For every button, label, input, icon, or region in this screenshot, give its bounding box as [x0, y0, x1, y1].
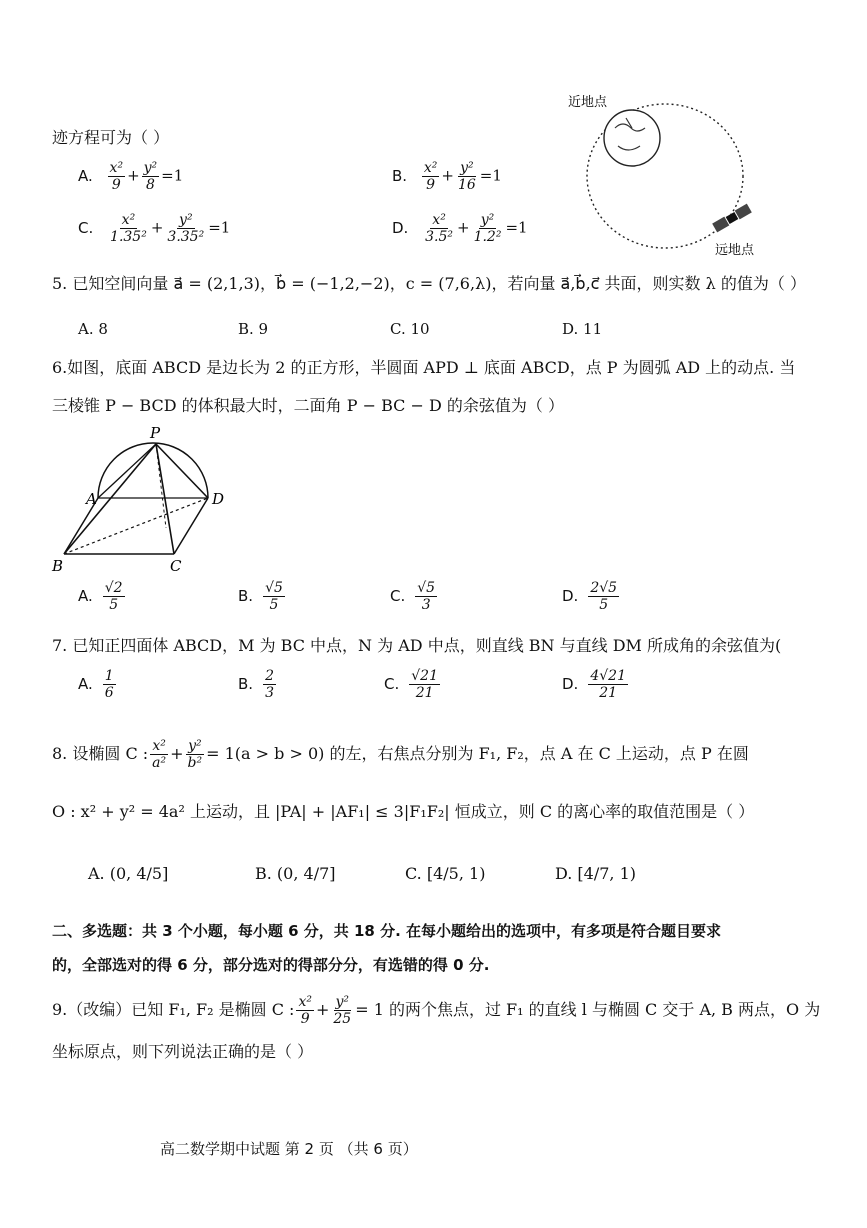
- q5-option-c: C. 10: [390, 320, 430, 338]
- q6-option-b: B. $\frac{√5}{5}$: [238, 580, 283, 614]
- svg-text:A: A: [86, 490, 97, 508]
- q8-option-a: A. (0, 4/5]: [88, 864, 169, 883]
- perigee-label: 近地点: [568, 95, 608, 110]
- page-footer: 高二数学期中试题 第 2 页 （共 6 页）: [160, 1140, 418, 1158]
- section2-line2: 的，全部选对的得 6 分，部分选对的得部分分，有选错的得 0 分.: [52, 956, 490, 974]
- satellite-icon: [712, 204, 752, 233]
- option-d: D. $\frac{\text{x²}}{\text{3.5²}}$ + $\frac{\text{y²}}{\text{1.2²}}$ =1: [392, 212, 528, 246]
- option-c: C. $\frac{\text{x²}}{\text{1.35²}}$ + $\frac{\text{y²}}{\text{3.35²}}$ =1: [78, 212, 231, 246]
- q6-stem-line1: 6.如图，底面 ABCD 是边长为 2 的正方形，半圆面 APD ⊥ 底面 ABCD，点 P 为圆弧 AD 上的动点. 当: [52, 358, 796, 377]
- q6-stem-line2: 三棱锥 P − BCD 的体积最大时，二面角 P − BC − D 的余弦值为（ ）: [52, 396, 564, 415]
- svg-text:D: D: [212, 490, 225, 508]
- q9-stem-line2: 坐标原点，则下列说法正确的是（ ）: [52, 1042, 314, 1061]
- q5-option-b: B. 9: [238, 320, 269, 338]
- apogee-label: 远地点: [715, 243, 755, 258]
- q6-option-a: A. $\frac{√2}{5}$: [78, 580, 123, 614]
- q6-option-d: D. $\frac{2√5}{5}$: [562, 580, 618, 614]
- q8-stem-line1: 8. 设椭圆 C : $\frac{\text{x²}}{\text{a²}}$ + $\frac{\text{y²}}{\text{b²}}$ = 1(a > b > 0) 的左，右焦点分别为 F₁, F₂，点 A 在 C 上运动，点 P 在圆: [52, 738, 749, 772]
- q8-stem-line2: O : x² + y² = 4a² 上运动，且 |PA| + |AF₁| ≤ 3|F₁F₂| 恒成立，则 C 的离心率的取值范围是（ ）: [52, 802, 755, 821]
- svg-text:C: C: [170, 557, 182, 575]
- option-b: B. $\frac{\text{x²}}{9}$ + $\frac{\text{y²}}{16}$ =1: [392, 160, 502, 194]
- section2-line1: 二、多选题：共 3 个小题，每小题 6 分，共 18 分. 在每小题给出的选项中，有多项是符合题目要求: [52, 922, 722, 940]
- q8-option-c: C. [4/5, 1): [405, 864, 486, 883]
- pyramid-figure: [48, 424, 248, 576]
- question-tail-text: 迹方程可为（ ）: [52, 128, 170, 147]
- svg-text:B: B: [52, 557, 64, 575]
- q7-option-b: B. $\frac{2}{3}$: [238, 668, 274, 702]
- q7-stem: 7. 已知正四面体 ABCD，M 为 BC 中点，N 为 AD 中点，则直线 BN 与直线 DM 所成角的余弦值为(: [52, 636, 782, 655]
- q7-option-d: D. $\frac{4√21}{21}$: [562, 668, 626, 702]
- q5-stem: 5. 已知空间向量 a⃗ = (2,1,3)，b⃗ = (−1,2,−2)，c = (7,6,λ)，若向量 a⃗,b⃗,c⃗ 共面，则实数 λ 的值为（ ）: [52, 274, 806, 293]
- q8-option-b: B. (0, 4/7]: [255, 864, 336, 883]
- earth-icon: [604, 110, 660, 166]
- q5-option-a: A. 8: [78, 320, 108, 338]
- q6-option-c: C. $\frac{√5}{3}$: [390, 580, 436, 614]
- q5-option-d: D. 11: [562, 320, 603, 338]
- q9-stem-line1: 9.（改编）已知 F₁, F₂ 是椭圆 C : $\frac{\text{x²}}{9}$ + $\frac{\text{y²}}{25}$ = 1 的两个焦点，过 F₁ 的直线 l 与椭圆 C 交于 A, B 两点，O 为: [52, 994, 821, 1028]
- q8-option-d: D. [4/7, 1): [555, 864, 637, 883]
- q7-option-c: C. $\frac{√21}{21}$: [384, 668, 438, 702]
- orbit-figure: [560, 88, 770, 263]
- svg-text:P: P: [150, 424, 161, 442]
- q7-option-a: A. $\frac{1}{6}$: [78, 668, 114, 702]
- option-a: A. $\frac{\text{x²}}{9}$ + $\frac{\text{y²}}{8}$ =1: [78, 160, 184, 194]
